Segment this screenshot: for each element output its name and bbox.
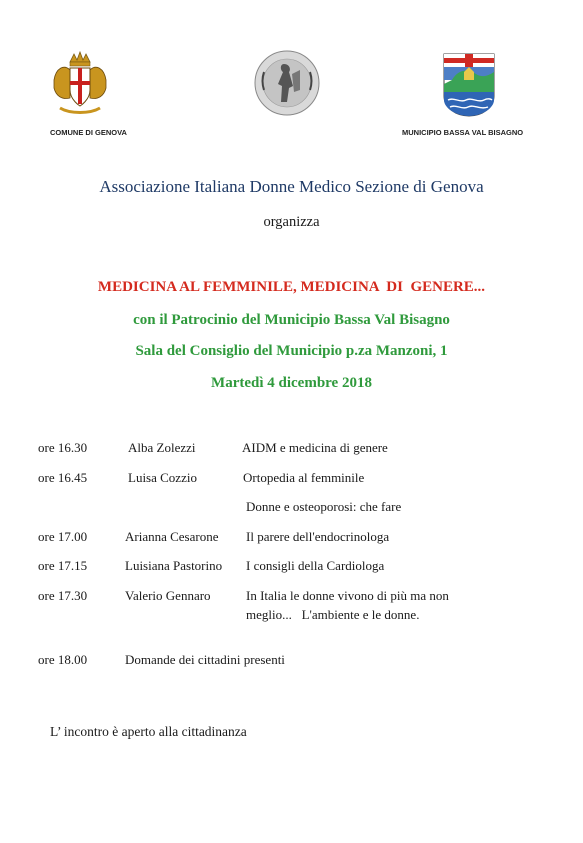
program-time: ore 16.45 — [38, 470, 88, 485]
event-date: Martedì 4 dicembre 2018 — [211, 375, 372, 391]
program-time: ore 17.30 — [38, 588, 88, 603]
municipio-bassa-val-bisagno-logo — [442, 52, 496, 118]
patronage-line: con il Patrocinio del Municipio Bassa Val Bisagno — [133, 312, 450, 328]
comune-genova-label: COMUNE DI GENOVA — [50, 128, 127, 137]
municipio-label: MUNICIPIO BASSA VAL BISAGNO — [402, 128, 524, 137]
program-time: ore 18.00 — [38, 652, 88, 667]
program-topic-continued: meglio... L'ambiente e le donne. — [246, 607, 420, 622]
footer-note: L’ incontro è aperto alla cittadinanza — [50, 724, 247, 739]
program-time: ore 16.30 — [38, 440, 88, 455]
program-speaker: Alba Zolezzi — [128, 440, 196, 455]
event-title: MEDICINA AL FEMMINILE, MEDICINA DI GENERE... — [97, 279, 486, 295]
program-time: ore 17.15 — [38, 558, 88, 573]
program-speaker: Luisa Cozzio — [128, 470, 197, 485]
program-time: ore 17.00 — [38, 529, 88, 544]
program-topic: Donne e osteoporosi: che fare — [246, 499, 402, 514]
organizes-label: organizza — [263, 214, 320, 230]
venue-line: Sala del Consiglio del Municipio p.za Manzoni, 1 — [135, 343, 448, 359]
program-topic: I consigli della Cardiologa — [246, 558, 385, 573]
program-speaker: Arianna Cesarone — [125, 529, 219, 544]
program-speaker: Valerio Gennaro — [125, 588, 211, 603]
program-topic: AIDM e medicina di genere — [242, 440, 388, 455]
program-topic: Il parere dell'endocrinologa — [246, 529, 390, 544]
program-speaker: Domande dei cittadini presenti — [125, 652, 285, 667]
program-speaker: Luisiana Pastorino — [125, 558, 223, 573]
aidm-seal-logo — [254, 50, 320, 116]
program-topic: In Italia le donne vivono di più ma non — [246, 588, 449, 603]
association-name: Associazione Italiana Donne Medico Sezione di Genova — [99, 177, 484, 196]
comune-genova-logo — [50, 50, 110, 120]
program-topic: Ortopedia al femminile — [243, 470, 365, 485]
